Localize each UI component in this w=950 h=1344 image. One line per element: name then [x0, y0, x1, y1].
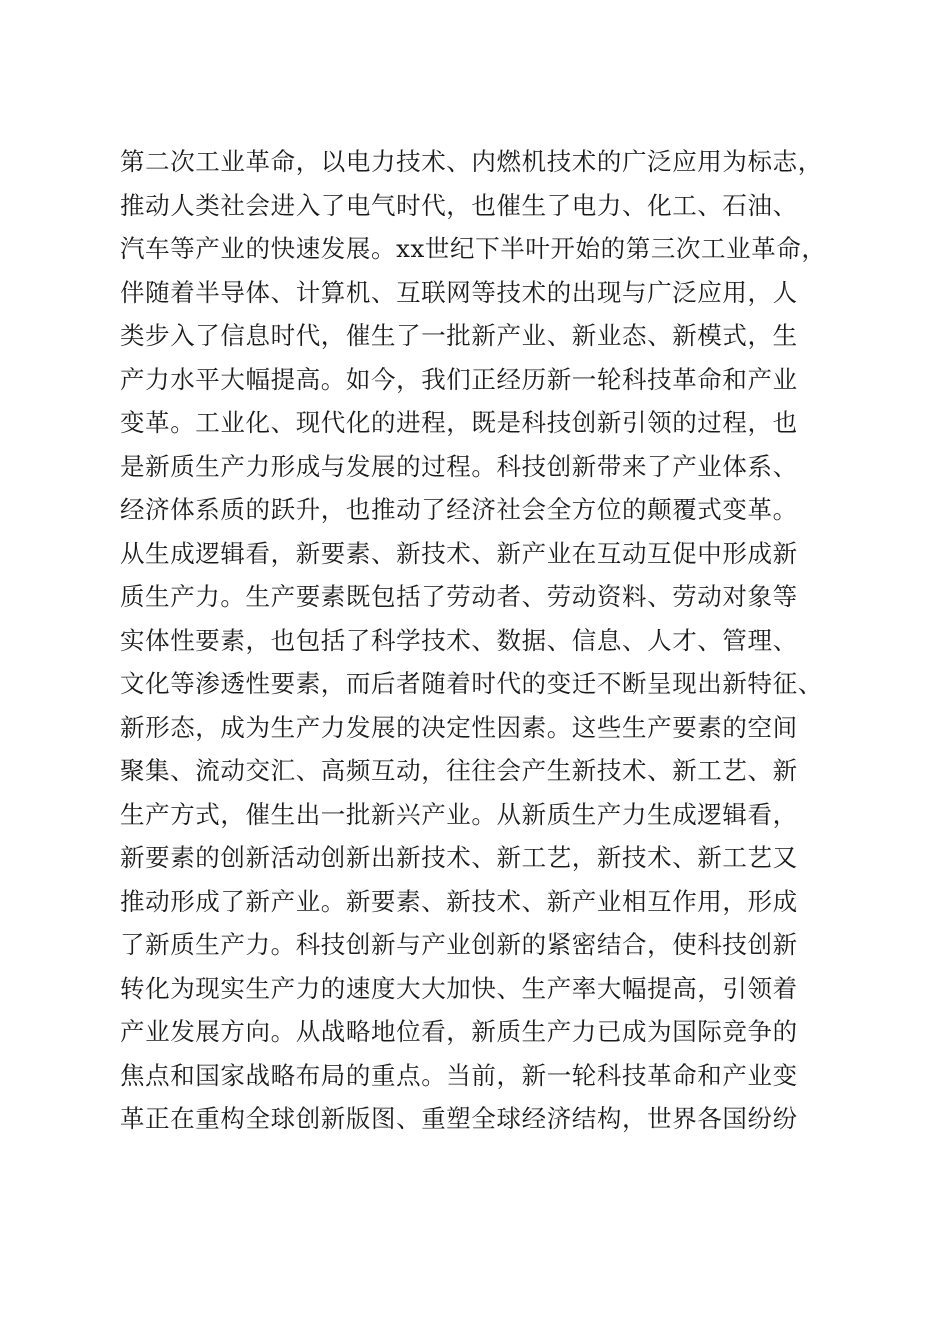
- text-line: 伴随着半导体、计算机、互联网等技术的出现与广泛应用，人: [120, 277, 798, 307]
- text-line: 新形态，成为生产力发展的决定性因素。这些生产要素的空间: [120, 712, 798, 742]
- text-line: 文化等渗透性要素，而后者随着时代的变迁不断呈现出新特征、: [120, 669, 823, 698]
- text-line: 类步入了信息时代，催生了一批新产业、新业态、新模式，生: [120, 321, 798, 350]
- text-line: 生产方式，催生出一批新兴产业。从新质生产力生成逻辑看，: [120, 799, 798, 829]
- text-line: 经济体系质的跃升，也推动了经济社会全方位的颠覆式变革。: [120, 495, 798, 524]
- text-line: 新要素的创新活动创新出新技术、新工艺，新技术、新工艺又: [120, 843, 798, 872]
- text-line: 推动形成了新产业。新要素、新技术、新产业相互作用，形成: [120, 886, 798, 916]
- text-line: 聚集、流动交汇、高频互动，往往会产生新技术、新工艺、新: [120, 756, 798, 785]
- text-line: 汽车等产业的快速发展。xx世纪下半叶开始的第三次工业革命，: [120, 234, 827, 263]
- text-line: 推动人类社会进入了电气时代，也催生了电力、化工、石油、: [120, 190, 798, 220]
- text-line: 焦点和国家战略布局的重点。当前，新一轮科技革命和产业变: [120, 1060, 798, 1090]
- text-line: 产力水平大幅提高。如今，我们正经历新一轮科技革命和产业: [120, 364, 798, 394]
- text-line: 革正在重构全球创新版图、重塑全球经济结构，世界各国纷纷: [120, 1104, 798, 1133]
- text-line: 变革。工业化、现代化的进程，既是科技创新引领的过程，也: [120, 408, 798, 437]
- text-line: 产业发展方向。从战略地位看，新质生产力已成为国际竞争的: [120, 1017, 798, 1046]
- text-line: 了新质生产力。科技创新与产业创新的紧密结合，使科技创新: [120, 930, 798, 959]
- body-paragraph: [120, 140, 850, 1141]
- text-line: 是新质生产力形成与发展的过程。科技创新带来了产业体系、: [120, 451, 798, 481]
- text-line: 第二次工业革命，以电力技术、内燃机技术的广泛应用为标志，: [120, 147, 823, 176]
- text-line: 质生产力。生产要素既包括了劳动者、劳动资料、劳动对象等: [120, 582, 798, 611]
- text-line: 从生成逻辑看，新要素、新技术、新产业在互动互促中形成新: [120, 538, 798, 568]
- text-line: 实体性要素，也包括了科学技术、数据、信息、人才、管理、: [120, 625, 798, 655]
- text-line: 转化为现实生产力的速度大大加快、生产率大幅提高，引领着: [120, 973, 798, 1003]
